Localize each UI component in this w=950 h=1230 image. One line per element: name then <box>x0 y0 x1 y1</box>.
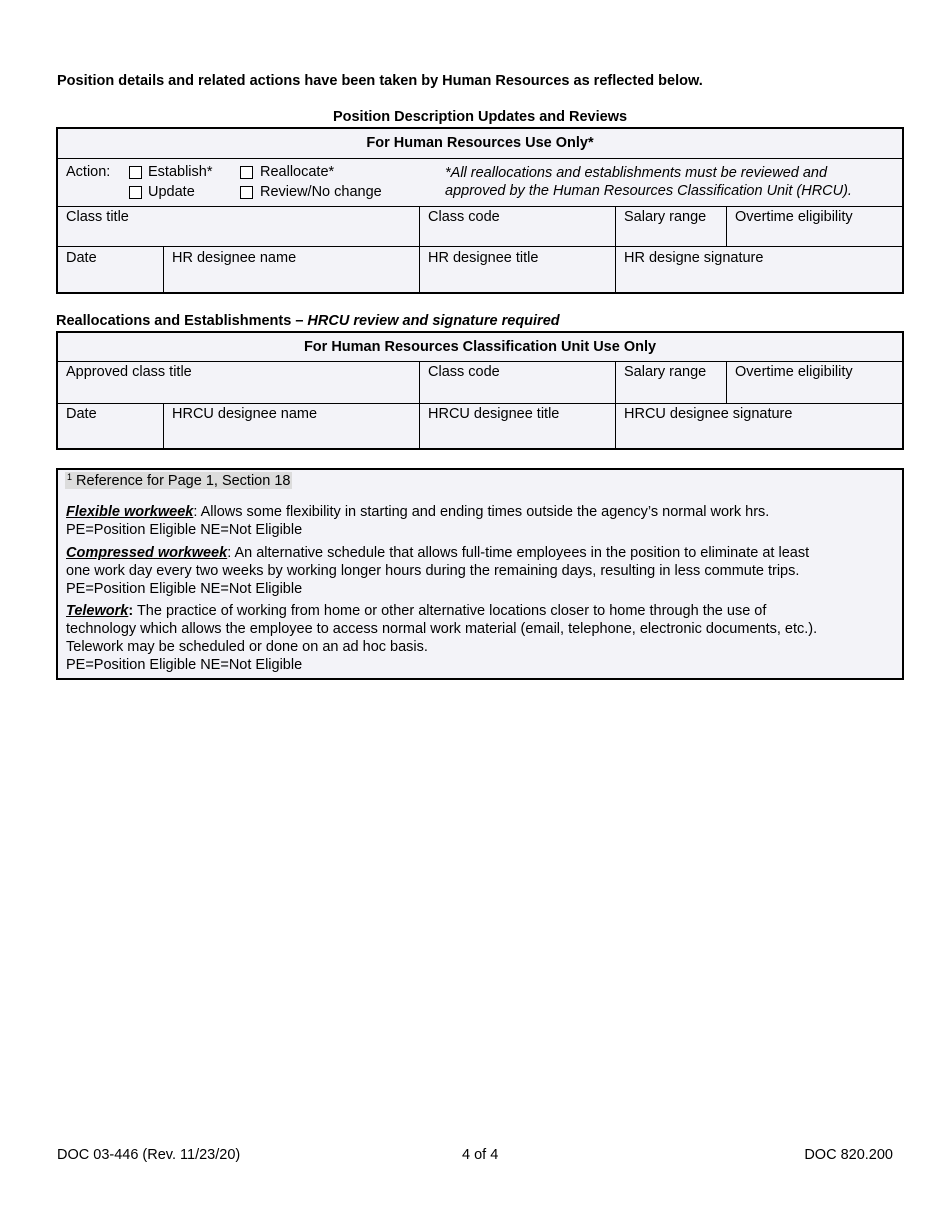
hr-designee-title-field[interactable]: HR designee title <box>428 250 539 266</box>
page-number: 4 of 4 <box>462 1147 499 1163</box>
date-field[interactable]: Date <box>66 250 97 266</box>
hrcu-designee-title-field[interactable]: HRCU designee title <box>428 406 560 422</box>
intro-text: Position details and related actions have been taken by Human Resources as reflected below. <box>57 73 703 89</box>
reallocation-note-line1: *All reallocations and establishments must be reviewed and <box>445 165 828 181</box>
flexible-workweek-definition: Flexible workweek: Allows some flexibility in starting and ending times outside the agency’s normal work hrs. PE=Position Eligible NE=Not Eligible <box>66 504 770 538</box>
approved-class-title-field[interactable]: Approved class title <box>66 364 192 380</box>
compressed-workweek-definition: Compressed workweek: An alternative schedule that allows full-time employees in the position to eliminate at least one work day every two weeks by working longer hours during the remaining days, resulting in less commute trips. PE=Position Eligible NE=Not Eligible <box>66 545 810 597</box>
hrcu-form-header: For Human Resources Classification Unit Use Only <box>303 339 657 355</box>
action-label: Action: <box>66 164 111 180</box>
review-no-change-checkbox[interactable] <box>240 186 253 199</box>
hrcu-overtime-eligibility-field[interactable]: Overtime eligibility <box>735 364 853 380</box>
reference-heading: $^1$ Reference for Page 1, Section 18 <box>67 472 291 489</box>
reallocate-checkbox[interactable] <box>240 166 253 179</box>
hrcu-designee-signature-field[interactable]: HRCU designee signature <box>624 406 793 422</box>
reallocate-label: Reallocate* <box>260 164 335 180</box>
hrcu-salary-range-field[interactable]: Salary range <box>624 364 707 380</box>
reallocation-note-line2: approved by the Human Resources Classification Unit (HRCU). <box>445 183 852 199</box>
pd-form-box <box>56 127 904 294</box>
pd-section-caption: Position Description Updates and Reviews <box>332 109 628 125</box>
establish-label: Establish* <box>148 164 213 180</box>
hrcu-designee-name-field[interactable]: HRCU designee name <box>172 406 318 422</box>
reference-box <box>56 468 904 680</box>
establish-checkbox[interactable] <box>129 166 142 179</box>
form-number: DOC 03-446 (Rev. 11/23/20) <box>57 1147 241 1163</box>
hrcu-date-field[interactable]: Date <box>66 406 97 422</box>
policy-number: DOC 820.200 <box>804 1147 893 1163</box>
update-label: Update <box>148 184 195 200</box>
review-no-change-label: Review/No change <box>260 184 382 200</box>
hrcu-class-code-field[interactable]: Class code <box>428 364 500 380</box>
class-code-field[interactable]: Class code <box>428 209 500 225</box>
class-title-field[interactable]: Class title <box>66 209 129 225</box>
salary-range-field[interactable]: Salary range <box>624 209 707 225</box>
overtime-eligibility-field[interactable]: Overtime eligibility <box>735 209 853 225</box>
hrcu-form-box <box>56 331 904 450</box>
telework-definition: Telework: The practice of working from home or other alternative locations closer to home through the use of technology which allows the employee to access normal work material (email, telephone, electronic documents, etc.). Telework may be scheduled or done on an ad hoc basis. PE=Position Eligible NE=Not Eligible <box>66 603 818 673</box>
pd-form-header: For Human Resources Use Only* <box>366 135 594 151</box>
re-section-title: Reallocations and Establishments – HRCU review and signature required <box>56 313 560 329</box>
hr-designee-name-field[interactable]: HR designee name <box>172 250 297 266</box>
update-checkbox[interactable] <box>129 186 142 199</box>
hr-designee-signature-field[interactable]: HR designe signature <box>624 250 764 266</box>
